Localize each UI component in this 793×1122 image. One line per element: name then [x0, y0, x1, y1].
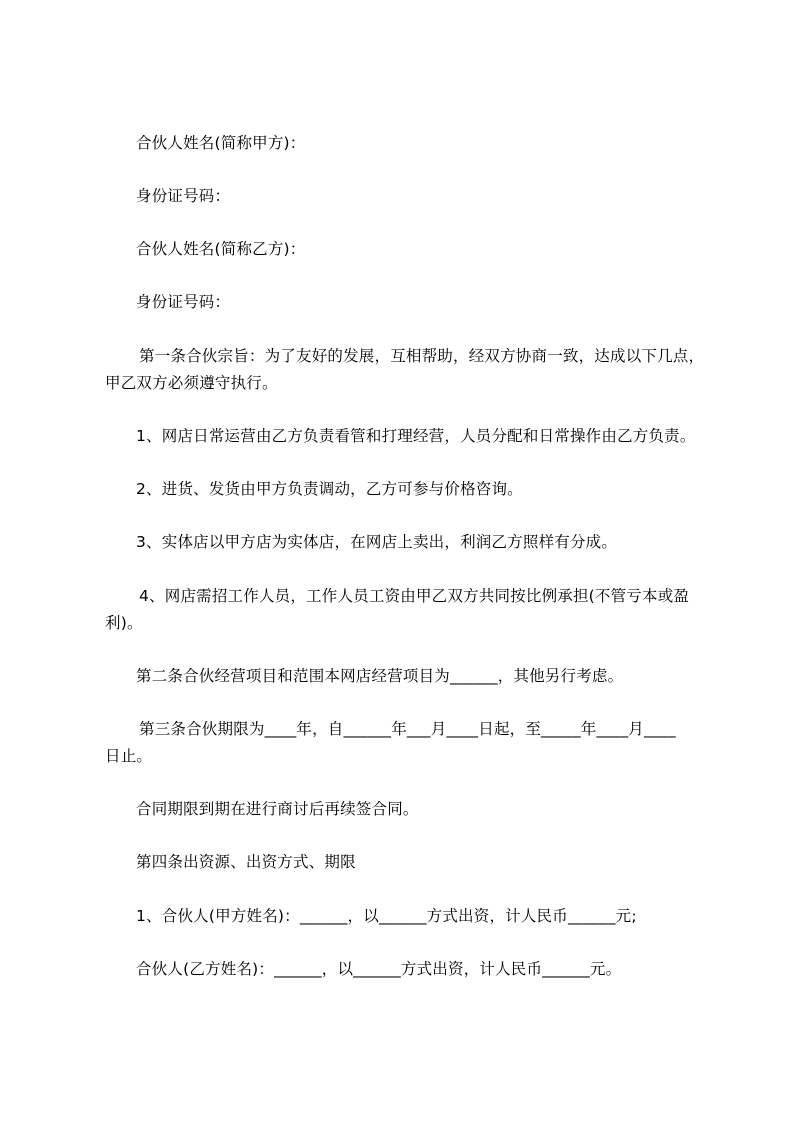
partner-a-name-line: 合伙人姓名(简称甲方)：: [136, 134, 306, 152]
clause-4-line-1: 4、网店需招工作人员，工作人员工资由甲乙双方共同按比例承担(不管亏本或盈: [139, 587, 690, 605]
article-3-line-1: 第三条合伙期限为____年，自______年___月____日起，至_____年____月____: [139, 720, 676, 738]
article-2-line: 第二条合伙经营项目和范围本网店经营项目为______，其他另行考虑。: [136, 667, 624, 685]
article-4-heading: 第四条出资源、出资方式、期限: [136, 853, 356, 871]
clause-4-line-2: 利)。: [105, 614, 143, 632]
clause-3-line: 3、实体店以甲方店为实体店，在网店上卖出，利润乙方照样有分成。: [136, 533, 618, 551]
partner-b-name-line: 合伙人姓名(简称乙方)：: [136, 240, 306, 258]
article-1-line-2: 甲乙双方必须遵守执行。: [105, 374, 278, 392]
clause-2-line: 2、进货、发货由甲方负责调动，乙方可参与价格咨询。: [136, 480, 523, 498]
partner-b-id-line: 身份证号码：: [136, 293, 231, 311]
contribution-a-line: 1、合伙人(甲方姓名)：______，以______方式出资，计人民币______元;: [136, 907, 637, 925]
clause-1-line: 1、网店日常运营由乙方负责看管和打理经营，人员分配和日常操作由乙方负责。: [136, 427, 696, 445]
partner-a-id-line: 身份证号码：: [136, 187, 231, 205]
article-1-line-1: 第一条合伙宗旨：为了友好的发展，互相帮助，经双方协商一致，达成以下几点，: [139, 347, 705, 365]
contribution-b-line: 合伙人(乙方姓名)：______，以______方式出资，计人民币______元。: [136, 960, 622, 978]
renewal-line: 合同期限到期在进行商讨后再续签合同。: [136, 800, 419, 818]
article-3-line-2: 日止。: [105, 747, 153, 765]
